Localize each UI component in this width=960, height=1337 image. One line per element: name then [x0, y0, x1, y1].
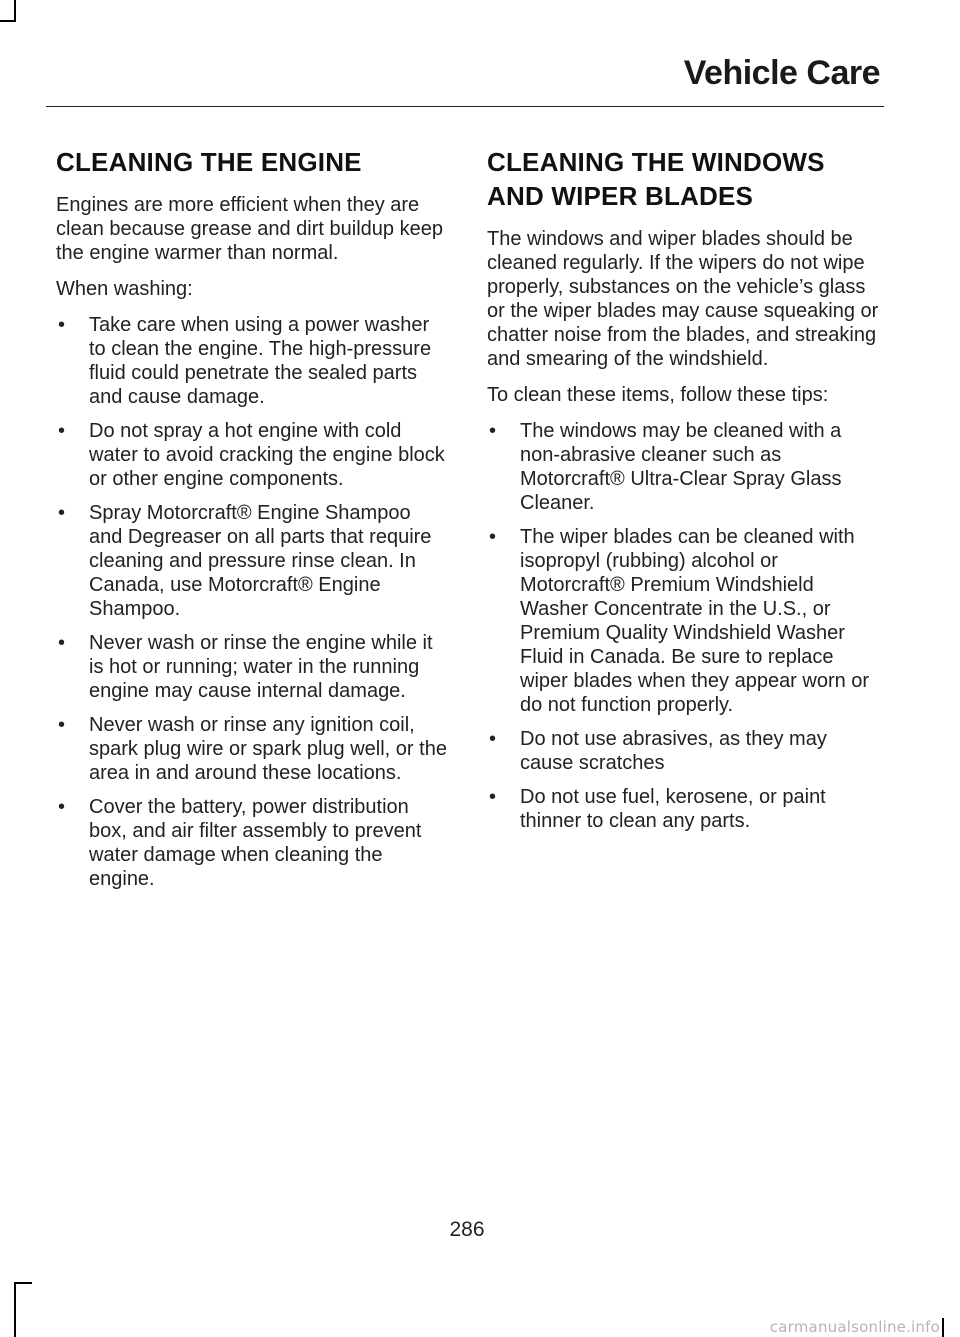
list-item-text: Do not spray a hot engine with cold water to avoid cracking the engine block or other engine components.	[89, 420, 445, 490]
list-item	[56, 419, 448, 491]
crop-mark	[14, 1282, 16, 1337]
engine-cleaning-section	[56, 145, 448, 901]
page-number: 286	[449, 1218, 485, 1241]
list-item-text: Cover the battery, power distribution box, and air filter assembly to prevent water damage when cleaning the engine.	[89, 796, 422, 890]
engine-cleaning-intro: Engines are more efficient when they are clean because grease and dirt buildup keep the engine warmer than normal.	[56, 194, 443, 264]
windows-cleaning-intro: The windows and wiper blades should be cleaned regularly. If the wipers do not wipe properly, substances on the vehicle’s glass or the wiper blades may cause squeaking or chatter noise from the blades, and streaking and smearing of the windshield.	[487, 228, 879, 370]
bullet-icon: •	[489, 420, 497, 442]
bullet-icon: •	[58, 420, 66, 442]
windows-cleaning-list	[487, 419, 881, 833]
list-item-text: Take care when using a power washer to clean the engine. The high-pressure fluid could penetrate the sealed parts and cause damage.	[89, 314, 432, 408]
section-title: Vehicle Care	[683, 54, 880, 92]
list-item	[487, 727, 881, 775]
bullet-icon: •	[58, 714, 66, 736]
crop-mark	[14, 0, 16, 22]
list-item	[487, 525, 881, 717]
page-header	[46, 54, 884, 107]
crop-mark	[14, 1282, 32, 1284]
list-item	[56, 713, 448, 785]
list-item	[487, 785, 881, 833]
engine-cleaning-list	[56, 313, 448, 891]
bullet-icon: •	[58, 796, 66, 818]
bullet-icon: •	[489, 728, 497, 750]
list-item-text: The windows may be cleaned with a non-abrasive cleaner such as Motorcraft® Ultra-Clear Spray Glass Cleaner.	[520, 420, 842, 514]
crop-mark	[0, 20, 16, 22]
list-item	[487, 419, 881, 515]
list-item	[56, 631, 448, 703]
list-item	[56, 501, 448, 621]
windows-cleaning-section	[487, 145, 881, 843]
list-item-text: The wiper blades can be cleaned with isopropyl (rubbing) alcohol or Motorcraft® Premium Windshield Washer Concentrate in the U.S., or Premium Quality Windshield Washer Fluid in Canada. Be sure to replace wiper blades when they appear worn or do not function properly.	[520, 526, 870, 716]
watermark-link[interactable]: carmanualsonline.info	[769, 1318, 940, 1336]
windows-cleaning-heading: CLEANING THE WINDOWS AND WIPER BLADES	[487, 147, 825, 211]
bullet-icon: •	[58, 502, 66, 524]
bullet-icon: •	[489, 526, 497, 548]
list-item-text: Do not use fuel, kerosene, or paint thinner to clean any parts.	[520, 786, 826, 832]
list-item	[56, 795, 448, 891]
bullet-icon: •	[58, 632, 66, 654]
tips-intro: To clean these items, follow these tips:	[487, 384, 829, 406]
list-item-text: Spray Motorcraft® Engine Shampoo and Degreaser on all parts that require cleaning and pressure rinse clean. In Canada, use Motorcraft® Engine Shampoo.	[89, 502, 432, 620]
bullet-icon: •	[58, 314, 66, 336]
bullet-icon: •	[489, 786, 497, 808]
when-washing-label: When washing:	[56, 278, 193, 300]
list-item	[56, 313, 448, 409]
list-item-text: Never wash or rinse the engine while it is hot or running; water in the running engine may cause internal damage.	[89, 632, 433, 702]
list-item-text: Do not use abrasives, as they may cause scratches	[520, 728, 827, 774]
crop-mark	[942, 1318, 944, 1337]
engine-cleaning-heading: CLEANING THE ENGINE	[56, 147, 362, 177]
list-item-text: Never wash or rinse any ignition coil, spark plug wire or spark plug well, or the area in and around these locations.	[89, 714, 447, 784]
